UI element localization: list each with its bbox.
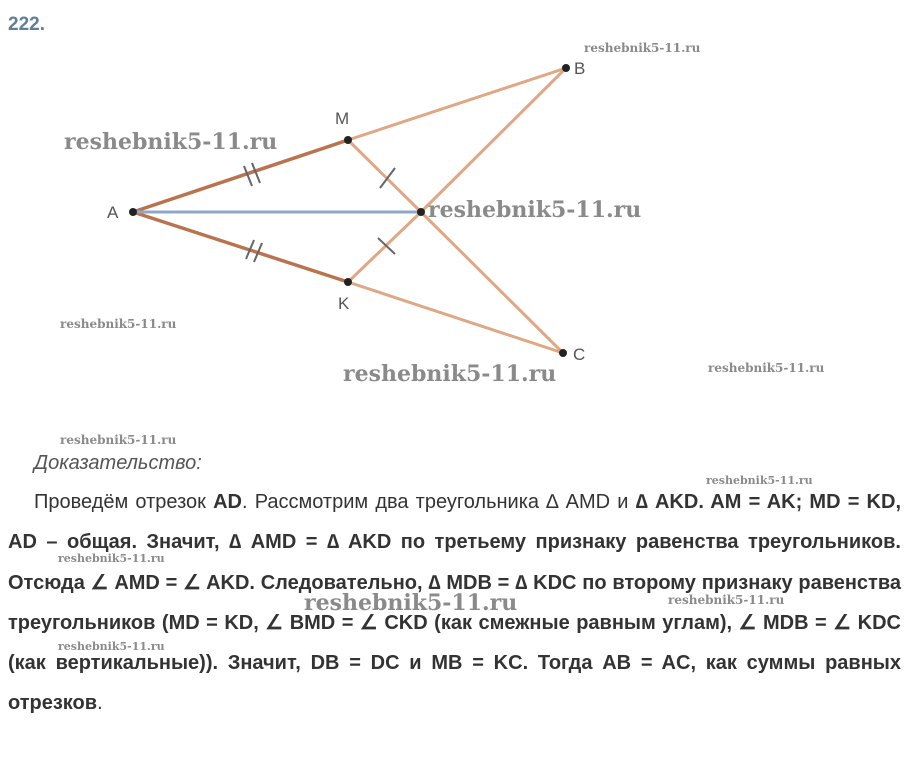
point-a (129, 208, 137, 216)
proof-text-part: . (97, 692, 103, 715)
segment-ak (133, 212, 348, 282)
watermark: reshebnik5-11.ru (60, 433, 177, 447)
point-k (344, 278, 352, 286)
label-b: B (574, 59, 586, 78)
segment-kc (348, 282, 563, 353)
point-d (417, 208, 425, 216)
watermark: reshebnik5-11.ru (304, 590, 518, 616)
point-c (559, 349, 567, 357)
watermark: reshebnik5-11.ru (668, 593, 785, 607)
segment-dc (421, 212, 563, 353)
proof-text-part: . Рассмотрим два треугольника ∆ AMD и (241, 491, 636, 513)
point-b (562, 64, 570, 72)
segment-db (421, 68, 566, 212)
watermark: reshebnik5-11.ru (708, 361, 825, 375)
proof-text (8, 482, 901, 724)
watermark: reshebnik5-11.ru (58, 640, 165, 653)
watermark: reshebnik5-11.ru (706, 474, 813, 487)
segment-md (348, 140, 421, 212)
label-a: A (107, 203, 119, 222)
proof-text-bold: ∆ AKD. AM = AK; MD = KD, AD – общая. Значит, ∆ AMD = ∆ AKD по третьему признаку равенства треугольников. Отсюда ∠ AMD = ∠ AKD. Следовательно, ∆ MDB = ∆ KDC по второму признаку равенства треугольников (MD = KD, ∠ BMD = ∠ CKD (как смежные равным углам), ∠ MDB = ∠ KDC (как вертикальные)). Значит, DB = DC и MB = KC. Тогда AB = AC, как суммы равных отрезков (8, 491, 901, 715)
point-m (344, 136, 352, 144)
problem-number: 222. (8, 14, 45, 35)
proof-text-part: Проведём отрезок (34, 491, 214, 513)
proof-text-bold: AD (213, 491, 242, 513)
proof-heading: Доказательство: (34, 452, 202, 474)
watermark: reshebnik5-11.ru (64, 129, 278, 155)
label-k: K (338, 294, 350, 313)
watermark: reshebnik5-11.ru (343, 361, 557, 387)
watermark: reshebnik5-11.ru (428, 197, 642, 223)
segment-kd (348, 212, 421, 282)
label-m: M (335, 109, 350, 128)
watermark: reshebnik5-11.ru (60, 317, 177, 331)
watermark: reshebnik5-11.ru (58, 552, 165, 565)
watermark: reshebnik5-11.ru (584, 41, 701, 55)
label-c: C (573, 345, 586, 364)
segment-mb (348, 68, 566, 140)
